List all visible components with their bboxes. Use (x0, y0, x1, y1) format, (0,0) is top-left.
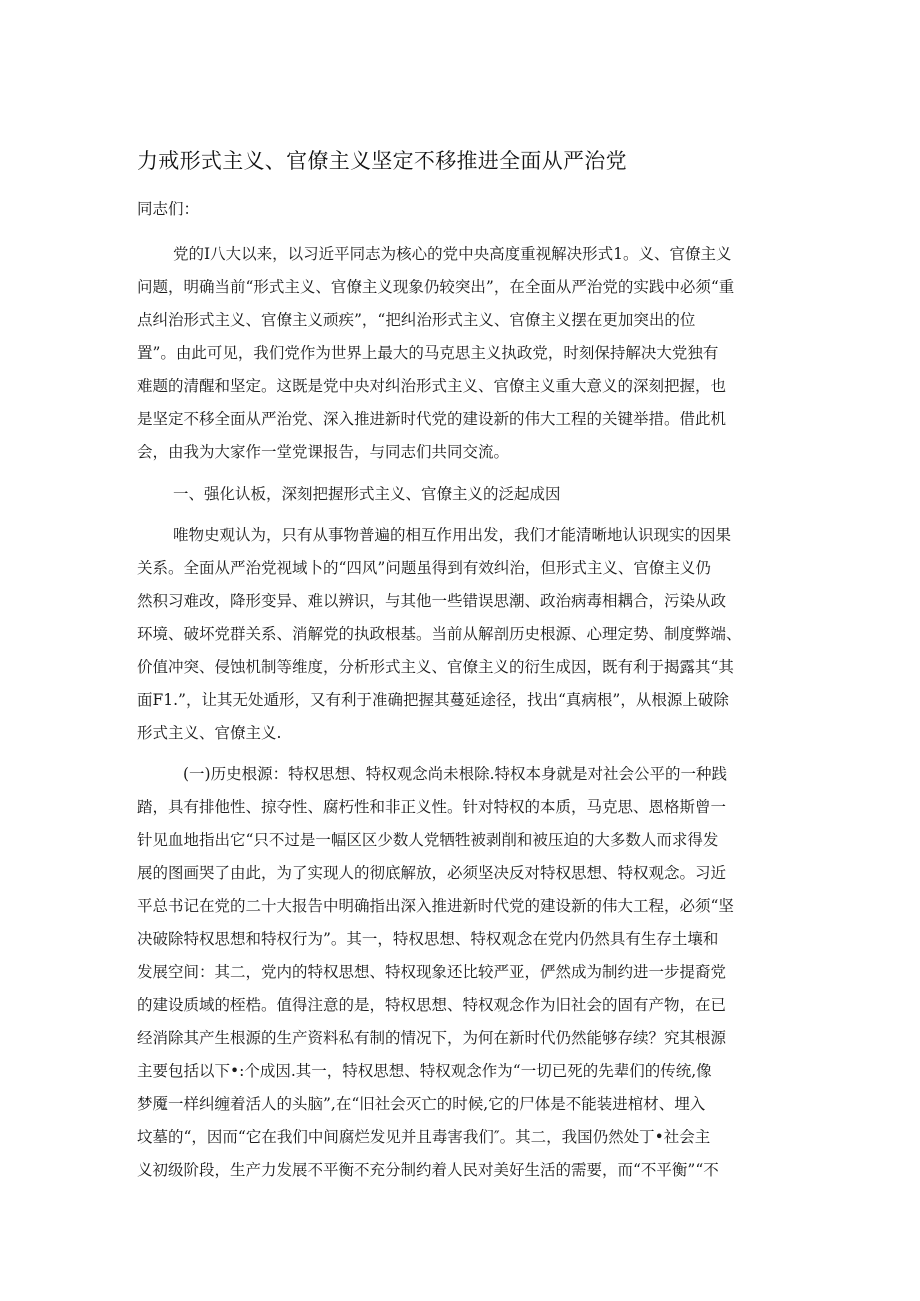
paragraph-line: 决破除特权思想和特权行为”。其一，特权思想、特权观念在党内仍然具有生存土壤和 (137, 930, 719, 948)
paragraph-line: 然积习难改，降形变异、难以辨识，与其他一些错误思潮、政治病毒相耦合，污染从政 (137, 592, 727, 610)
paragraph-line: 唯物史观认为，只有从事物普遍的相互作用出发，我们才能清晰地认识现实的因果 (173, 526, 732, 544)
paragraph-line: 主要包括以下•:个成因.其一，特权思想、特权观念作为“一切已死的先辈们的传统,像 (137, 1062, 712, 1080)
paragraph-line: 形式主义、官僚主义. (137, 724, 282, 742)
salutation: 同志们： (137, 200, 200, 218)
paragraph-line: 的建设质域的桎梏。值得注意的是，特权思想、特权观念作为旧社会的固有产物，在已 (137, 996, 727, 1014)
paragraph-line: 点纠治形式主义、官僚主义顽疾”，“把纠治形式主义、官僚主义摆在更加突出的位 (137, 311, 696, 329)
document-title: 力戒形式主义、官僚主义坚定不移推进全面从严治党 (137, 149, 627, 173)
paragraph-line: 经消除其产生根源的生产资料私有制的情况下，为何在新时代仍然能够存续？究其根源 (137, 1029, 727, 1047)
paragraph-line: 置”。由此可见，我们党作为世界上最大的马克思主义执政党，时刻保持解决大党独有 (137, 344, 719, 362)
paragraph-line: 发展空间：其二，党内的特权思想、特权现象还比较严亚，俨然成为制约进一步提裔党 (137, 963, 727, 981)
paragraph-line: 踏，具有排他性、掠夺性、腐朽性和非正义性。针对特权的本质，马克思、恩格斯曾一 (137, 798, 727, 816)
paragraph-line: 面F1.”，让其无处遁形，又有利于准确把握其蔓延途径，找出“真病根”，从根源上破除 (137, 691, 729, 709)
paragraph-line: 梦魇一样纠缠着活人的头脑”,在“旧社会灭亡的时候,它的尸体是不能装进棺材、埋入 (137, 1095, 706, 1113)
paragraph-line: 会，由我为大家作一堂党课报告，与同志们共同交流。 (137, 443, 510, 461)
paragraph-line: 环境、破坏党群关系、消解党的执政根基。当前从解剖历史根源、心理定势、制度弊端、 (137, 625, 742, 643)
paragraph-line: 是坚定不移全面从严治党、深入推进新时代党的建设新的伟大工程的关键举措。借此机 (137, 410, 727, 428)
paragraph-line: 义初级阶段，生产力发展不平衡不充分制约着人民对美好生活的需要，而“不平衡”“不 (137, 1161, 719, 1179)
paragraph-line: 坟墓的“，因而“它在我们中间腐烂发见并且毒害我们″。其二，我国仍然处丁•社会主 (137, 1128, 711, 1146)
paragraph-line: 党的I八大以来，以习近平同志为核心的党中央高度重视解决形式1。义、官僚主义 (173, 245, 732, 263)
subsection-heading-line: (一)历史根源：特权思想、特权观念尚未根除.特权本身就是对社会公平的一种践 (183, 765, 728, 783)
paragraph-line: 针见血地指出它“只不过是一幅区区少数人党牺牲被剥削和被压迫的大多数人而求得发 (137, 831, 719, 849)
paragraph-line: 难题的清醒和坚定。这既是党中央对纠治形式主义、官僚主义重大意义的深刻把握，也 (137, 377, 727, 395)
paragraph-line: 问题，明确当前“形式主义、官僚主义现象仍较突出”，在全面从严治党的实践中必须“重 (137, 278, 735, 296)
section-heading: 一、强化认板，深刻把握形式主义、官僚主义的泛起成因 (173, 485, 561, 503)
paragraph-line: 关系。全面从严治党视域卜的“四风”问题虽得到有效纠治，但形式主义、官僚主义仍 (137, 559, 711, 577)
paragraph-line: 展的图画哭了由此，为了实现人的彻底解放，必须坚决反对特权思想、特权观念。习近 (137, 864, 727, 882)
paragraph-line: 平总书记在党的二十大报告中明确指出深入推进新时代党的建设新的伟大工程，必须“坚 (137, 897, 734, 915)
paragraph-line: 价值冲突、侵蚀机制等维度，分析形式主义、官僚主义的衍生成因，既有利于揭露其“其 (137, 658, 734, 676)
